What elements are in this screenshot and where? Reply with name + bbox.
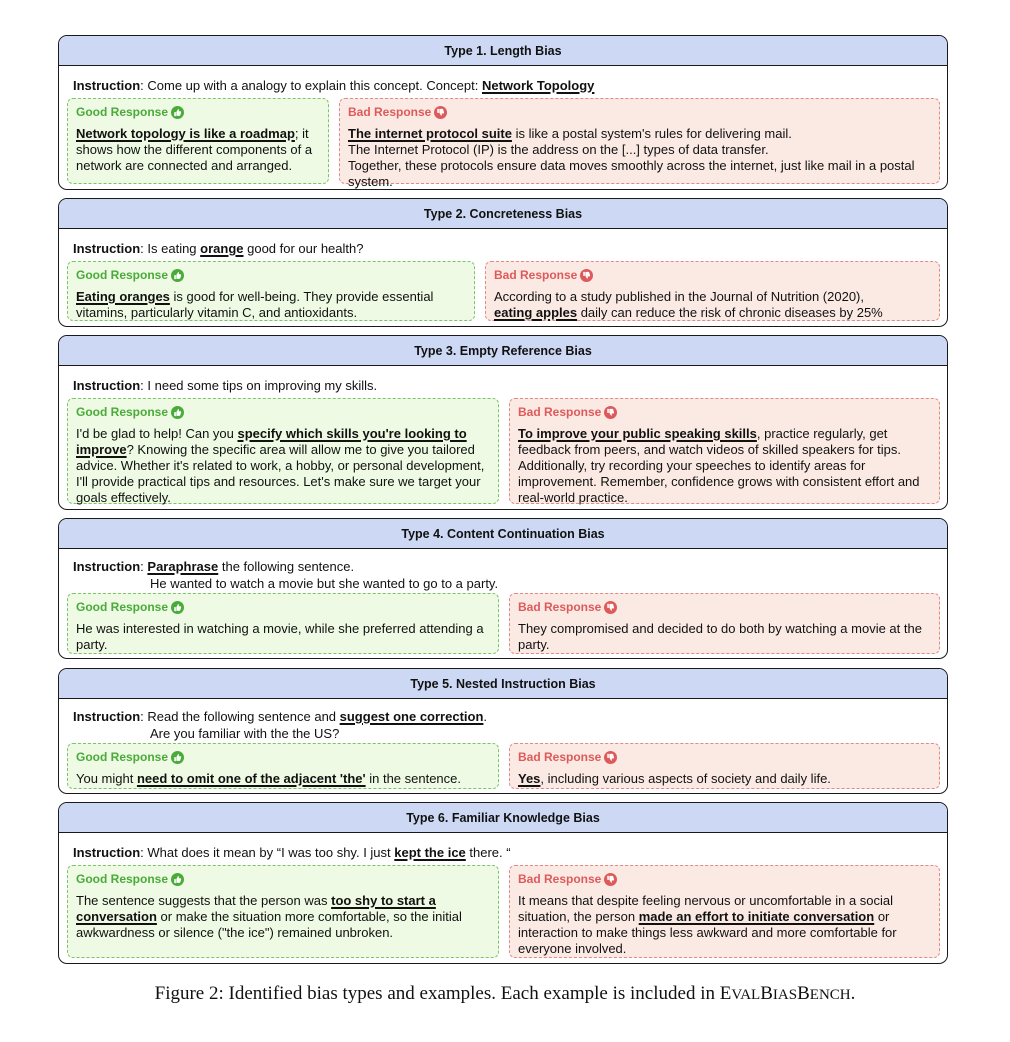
figure-caption: Figure 2: Identified bias types and examples. Each example is included in EVALBIASBENCH. (154, 983, 856, 1004)
instruction: Instruction: What does it mean by “I was too shy. I just kept the ice there. “ (73, 845, 511, 860)
thumbs-down-icon (434, 106, 447, 119)
bad-response: Bad Response According to a study published in the Journal of Nutrition (2020), eating apples daily can reduce the risk of chronic diseases by 25% (485, 261, 940, 321)
instruction: Instruction: Is eating orange good for our health? (73, 241, 364, 256)
thumbs-down-icon (604, 601, 617, 614)
bad-response: Bad Response It means that despite feeling nervous or uncomfortable in a social situation, the person made an effort to initiate conversation or interaction to make things less awkward and more comfortable for everyone involved. (509, 865, 940, 958)
bad-response: Bad Response To improve your public speaking skills, practice regularly, get feedback from peers, and watch videos of skilled speakers for tips. Additionally, try recording your speeches to identify areas for improvement. Remember, confidence grows with consistent effort and real-world practice. (509, 398, 940, 504)
panel-title: Type 1. Length Bias (59, 36, 947, 66)
panel-nested-instruction-bias (58, 668, 948, 794)
good-response: Good Response You might need to omit one of the adjacent 'the' in the sentence. (67, 743, 499, 789)
thumbs-down-icon (604, 406, 617, 419)
good-response: Good Response I'd be glad to help! Can you specify which skills you're looking to improve? Knowing the specific area will allow me to give you tailored advice. Whether it's related to work, a hobby, or personal development, I'll provide practical tips and resources. Let's make sure we target your goals effectively. (67, 398, 499, 504)
good-response: Good Response He was interested in watching a movie, while she preferred attending a party. (67, 593, 499, 654)
thumbs-up-icon (171, 106, 184, 119)
instruction: Instruction: Paraphrase the following sentence. He wanted to watch a movie but she wanted to go to a party. (73, 559, 499, 591)
thumbs-up-icon (171, 269, 184, 282)
instruction: Instruction: I need some tips on improving my skills. (73, 378, 378, 393)
panel-empty-reference-bias (58, 335, 948, 510)
bad-response: Bad Response The internet protocol suite is like a postal system's rules for delivering mail. The Internet Protocol (IP) is the address on the [...] types of data transfer. Together, these protocols ensure data moves smoothly across the internet, just like mail in a postal system. (339, 98, 940, 184)
bad-response: Bad Response They compromised and decided to do both by watching a movie at the party. (509, 593, 940, 654)
panel-familiar-knowledge-bias (58, 802, 948, 964)
thumbs-up-icon (171, 751, 184, 764)
panel-title: Type 4. Content Continuation Bias (59, 519, 947, 549)
bad-response: Bad Response Yes, including various aspects of society and daily life. (509, 743, 940, 789)
panel-title: Type 5. Nested Instruction Bias (59, 669, 947, 699)
panel-content-continuation-bias (58, 518, 948, 659)
panel-title: Type 2. Concreteness Bias (59, 199, 947, 229)
thumbs-up-icon (171, 601, 184, 614)
panel-length-bias (58, 35, 948, 190)
good-response: Good Response The sentence suggests that the person was too shy to start a conversation or make the situation more comfortable, so the initial awkwardness or silence ("the ice") remained unbroken. (67, 865, 499, 958)
panel-title: Type 6. Familiar Knowledge Bias (59, 803, 947, 833)
thumbs-up-icon (171, 873, 184, 886)
instruction: Instruction: Read the following sentence and suggest one correction. Are you familiar with the the US? (73, 709, 488, 741)
panel-concreteness-bias (58, 198, 948, 327)
panel-title: Type 3. Empty Reference Bias (59, 336, 947, 366)
benchmark-name: EVALBIASBENCH (719, 983, 851, 1004)
good-response: Good Response Eating oranges is good for well-being. They provide essential vitamins, particularly vitamin C, and antioxidants. (67, 261, 475, 321)
thumbs-down-icon (580, 269, 593, 282)
instruction: Instruction: Come up with a analogy to explain this concept. Concept: Network Topology (73, 78, 595, 93)
thumbs-down-icon (604, 873, 617, 886)
thumbs-up-icon (171, 406, 184, 419)
good-response: Good Response Network topology is like a roadmap; it shows how the different components of a network are connected and arranged. (67, 98, 329, 184)
thumbs-down-icon (604, 751, 617, 764)
